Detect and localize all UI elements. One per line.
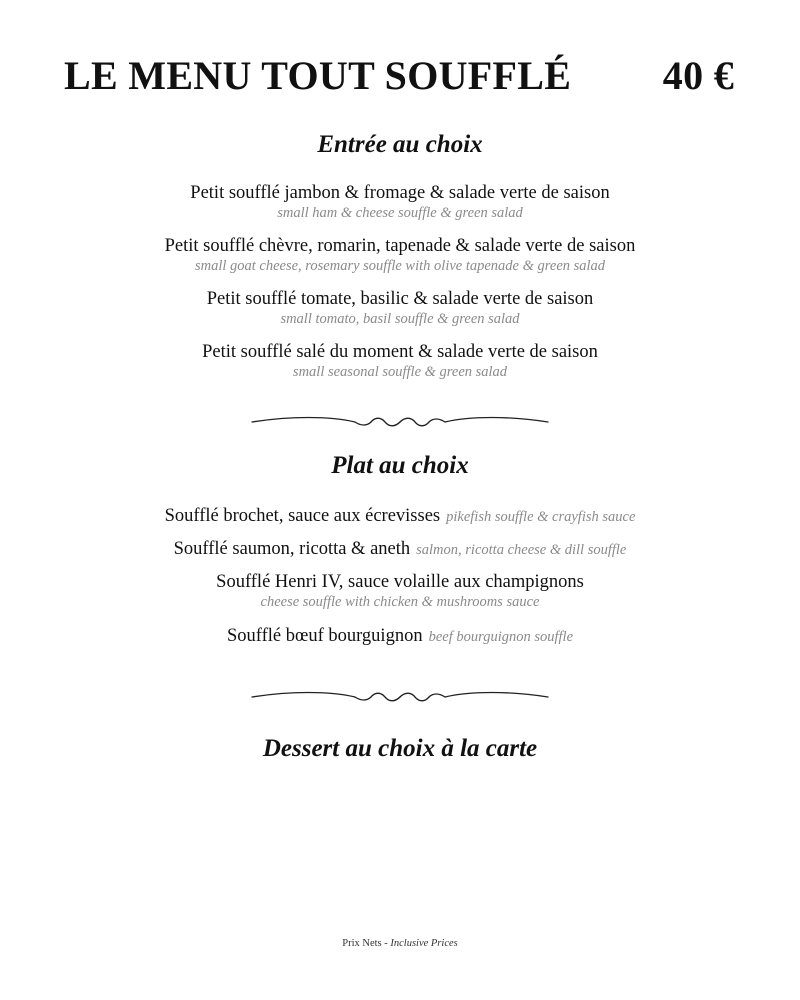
flourish-divider-icon: [250, 685, 550, 709]
plat-item-en: salmon, ricotta cheese & dill souffle: [416, 542, 627, 558]
entree-item-fr: Petit soufflé salé du moment & salade verte de saison: [202, 342, 598, 362]
entree-item-fr: Petit soufflé jambon & fromage & salade verte de saison: [190, 183, 610, 203]
plat-item-fr: Soufflé Henri IV, sauce volaille aux champignons: [216, 572, 584, 592]
entree-section-title: Entrée au choix: [317, 131, 483, 158]
plat-item: [0, 571, 800, 611]
menu-header: [64, 52, 734, 99]
plat-item: [0, 505, 800, 527]
plat-item-en: cheese souffle with chicken & mushrooms sauce: [260, 594, 540, 610]
entree-item: [0, 235, 800, 275]
entree-item-en: small seasonal souffle & green salad: [292, 364, 508, 380]
footer-en: Inclusive Prices: [390, 938, 458, 949]
plat-section-title: Plat au choix: [331, 452, 469, 479]
plat-item-fr: Soufflé brochet, sauce aux écrevisses: [164, 506, 441, 526]
entree-item: [0, 288, 800, 328]
entree-item: [0, 341, 800, 381]
plat-item: [0, 625, 800, 647]
dessert-section-title: Dessert au choix à la carte: [262, 735, 538, 762]
entree-item-en: small ham & cheese souffle & green salad: [277, 205, 523, 221]
footer-fr: Prix Nets -: [342, 938, 388, 949]
plat-item-en: beef bourguignon souffle: [428, 629, 574, 645]
entree-item-fr: Petit soufflé chèvre, romarin, tapenade & salade verte de saison: [164, 236, 636, 256]
plat-item-en: pikefish souffle & crayfish sauce: [446, 509, 636, 525]
entree-item-en: small tomato, basil souffle & green salad: [280, 311, 520, 327]
entree-item-en: small goat cheese, rosemary souffle with olive tapenade & green salad: [194, 258, 606, 274]
plat-item: [0, 538, 800, 560]
menu-title: LE MENU TOUT SOUFFLÉ: [64, 53, 572, 98]
entree-item: [0, 182, 800, 222]
flourish-divider-icon: [250, 410, 550, 434]
entree-item-fr: Petit soufflé tomate, basilic & salade verte de saison: [206, 289, 594, 309]
plat-item-fr: Soufflé bœuf bourguignon: [226, 626, 423, 646]
footer-note: [0, 938, 800, 949]
menu-price: 40 €: [662, 53, 734, 98]
plat-item-fr: Soufflé saumon, ricotta & aneth: [173, 539, 411, 559]
